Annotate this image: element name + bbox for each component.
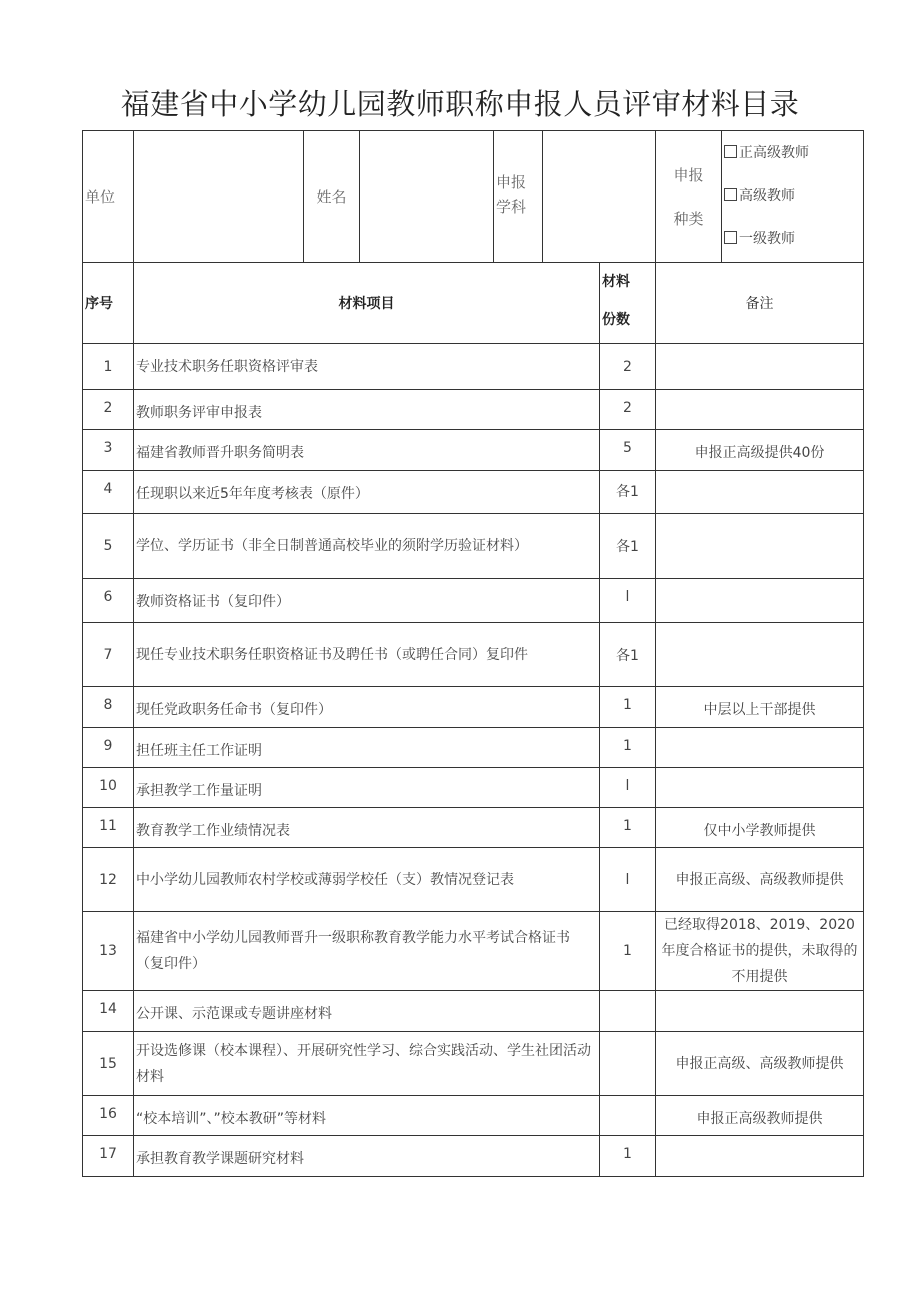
row-copies	[600, 991, 656, 1032]
option-senior[interactable]: 高级教师	[724, 175, 861, 218]
name-label: 姓名	[304, 131, 360, 263]
table-row	[83, 579, 864, 623]
row-item: 现任专业技术职务任职资格证书及聘任书（或聘任合同）复印件	[134, 623, 600, 687]
row-seq: 2	[83, 390, 134, 430]
table-row	[83, 514, 864, 579]
row-note: 申报正高级、高级教师提供	[656, 1032, 864, 1096]
checkbox-icon[interactable]	[724, 231, 737, 244]
row-copies: 各1	[600, 623, 656, 687]
row-note: 申报正高级、高级教师提供	[656, 848, 864, 912]
row-copies: 1	[600, 728, 656, 768]
row-copies	[600, 1032, 656, 1096]
info-row	[83, 131, 864, 263]
row-item: 福建省教师晋升职务简明表	[134, 430, 600, 471]
table-row	[83, 991, 864, 1032]
table-row	[83, 912, 864, 991]
row-note	[656, 344, 864, 390]
row-item: 教师职务评审申报表	[134, 390, 600, 430]
table-row	[83, 848, 864, 912]
row-seq: 12	[83, 848, 134, 912]
row-seq: 13	[83, 912, 134, 991]
row-seq: 9	[83, 728, 134, 768]
type-options	[722, 131, 864, 263]
table-row	[83, 1096, 864, 1136]
row-copies: l	[600, 579, 656, 623]
row-note	[656, 471, 864, 514]
unit-label: 单位	[83, 131, 134, 263]
row-seq: 6	[83, 579, 134, 623]
row-item: 现任党政职务任命书（复印件）	[134, 687, 600, 728]
header-item: 材料项目	[134, 263, 600, 344]
row-item: 公开课、示范课或专题讲座材料	[134, 991, 600, 1032]
row-copies: 1	[600, 912, 656, 991]
header-copies: 材料 份数	[600, 263, 656, 344]
row-item: 中小学幼儿园教师农村学校或薄弱学校任（支）教情况登记表	[134, 848, 600, 912]
row-item: “校本培训”、”校本教研”等材料	[134, 1096, 600, 1136]
row-note	[656, 1136, 864, 1177]
row-item: 教师资格证书（复印件）	[134, 579, 600, 623]
row-copies: 1	[600, 687, 656, 728]
row-copies: l	[600, 848, 656, 912]
row-seq: 11	[83, 808, 134, 848]
row-seq: 14	[83, 991, 134, 1032]
row-note: 已经取得2018、2019、2020年度合格证书的提供，未取得的不用提供	[656, 912, 864, 991]
type-label: 申报 种类	[656, 131, 722, 263]
row-note: 中层以上干部提供	[656, 687, 864, 728]
header-note: 备注	[656, 263, 864, 344]
subject-field[interactable]	[543, 131, 656, 263]
option-first[interactable]: 一级教师	[724, 218, 861, 261]
subject-label: 申报 学科	[494, 131, 543, 263]
table-row	[83, 623, 864, 687]
row-item: 教育教学工作业绩情况表	[134, 808, 600, 848]
row-item: 专业技术职务任职资格评审表	[134, 344, 600, 390]
table-row	[83, 768, 864, 808]
option-senior-plus[interactable]: 正高级教师	[724, 132, 861, 175]
page-title: 福建省中小学幼儿园教师职称申报人员评审材料目录	[120, 87, 800, 121]
unit-field[interactable]	[134, 131, 304, 263]
row-note	[656, 991, 864, 1032]
row-item: 学位、学历证书（非全日制普通高校毕业的须附学历验证材料）	[134, 514, 600, 579]
row-item: 承担教育教学课题研究材料	[134, 1136, 600, 1177]
row-item: 开设选修课（校本课程）、开展研究性学习、综合实践活动、学生社团活动材料	[134, 1032, 600, 1096]
row-seq: 10	[83, 768, 134, 808]
table-row	[83, 687, 864, 728]
table-row	[83, 344, 864, 390]
table-row	[83, 808, 864, 848]
row-copies: 1	[600, 1136, 656, 1177]
row-seq: 7	[83, 623, 134, 687]
row-item: 任现职以来近5年年度考核表（原件）	[134, 471, 600, 514]
row-seq: 1	[83, 344, 134, 390]
table-row	[83, 1136, 864, 1177]
row-copies	[600, 1096, 656, 1136]
row-note	[656, 390, 864, 430]
row-item: 福建省中小学幼儿园教师晋升一级职称教育教学能力水平考试合格证书（复印件）	[134, 912, 600, 991]
checkbox-icon[interactable]	[724, 188, 737, 201]
materials-table	[82, 130, 864, 1177]
row-copies: 各1	[600, 514, 656, 579]
row-seq: 3	[83, 430, 134, 471]
row-note	[656, 514, 864, 579]
row-seq: 8	[83, 687, 134, 728]
row-seq: 15	[83, 1032, 134, 1096]
row-seq: 16	[83, 1096, 134, 1136]
row-note: 申报正高级教师提供	[656, 1096, 864, 1136]
row-copies: 2	[600, 390, 656, 430]
row-note	[656, 768, 864, 808]
row-copies: 各1	[600, 471, 656, 514]
row-item: 承担教学工作量证明	[134, 768, 600, 808]
table-row	[83, 390, 864, 430]
row-seq: 4	[83, 471, 134, 514]
row-copies: 2	[600, 344, 656, 390]
row-copies: 1	[600, 808, 656, 848]
checkbox-icon[interactable]	[724, 145, 737, 158]
table-row	[83, 1032, 864, 1096]
row-seq: 5	[83, 514, 134, 579]
header-seq: 序号	[83, 263, 134, 344]
table-row	[83, 728, 864, 768]
name-field[interactable]	[360, 131, 494, 263]
row-note: 申报正高级提供40份	[656, 430, 864, 471]
row-note: 仅中小学教师提供	[656, 808, 864, 848]
row-note	[656, 579, 864, 623]
row-item: 担任班主任工作证明	[134, 728, 600, 768]
row-note	[656, 623, 864, 687]
row-note	[656, 728, 864, 768]
row-copies: l	[600, 768, 656, 808]
row-seq: 17	[83, 1136, 134, 1177]
table-row	[83, 430, 864, 471]
header-row	[83, 263, 864, 344]
row-copies: 5	[600, 430, 656, 471]
table-row	[83, 471, 864, 514]
